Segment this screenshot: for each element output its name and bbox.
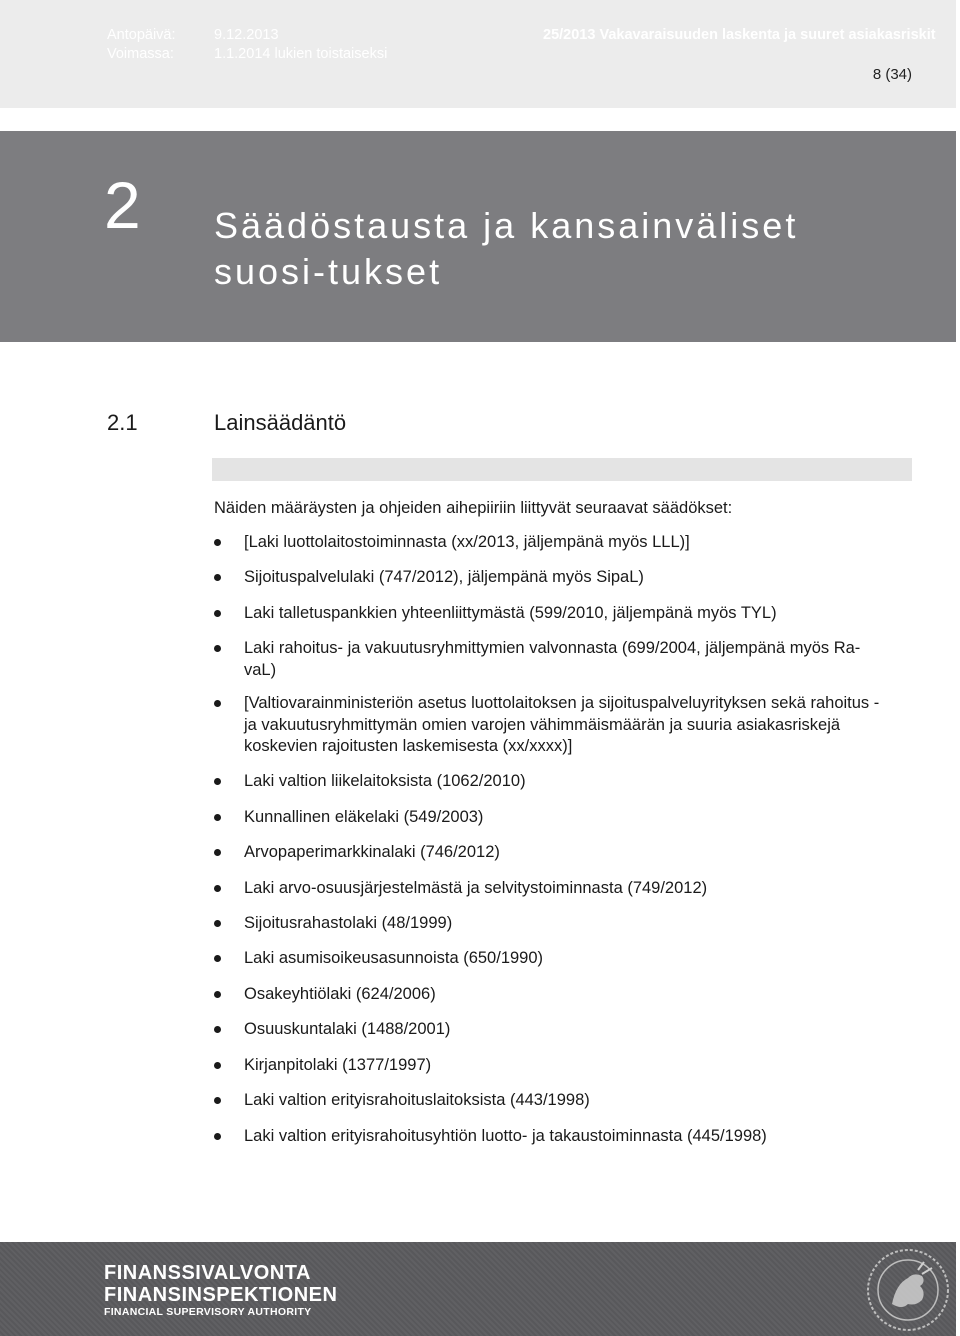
bullet-icon <box>214 1062 221 1069</box>
list-item: Osuuskuntalaki (1488/2001) <box>214 1019 894 1041</box>
bullet-icon <box>214 778 221 785</box>
list-item: Laki valtion erityisrahoitusyhtiön luotto- ja takaustoiminnasta (445/1998) <box>214 1126 894 1148</box>
section-title: Lainsäädäntö <box>214 410 347 435</box>
bullet-icon <box>214 1133 221 1140</box>
lion-crest-icon <box>862 1244 954 1336</box>
list-item: Laki valtion liikelaitoksista (1062/2010) <box>214 771 894 793</box>
section-number: 2.1 <box>107 410 138 435</box>
list-item: Kirjanpitolaki (1377/1997) <box>214 1055 894 1077</box>
list-item: Laki talletuspankkien yhteenliittymästä (599/2010, jäljempänä myös TYL) <box>214 603 894 625</box>
list-item: Kunnallinen eläkelaki (549/2003) <box>214 807 894 829</box>
bullet-icon <box>214 814 221 821</box>
chapter-title: Säädöstausta ja kansainväliset suosi-tukset <box>214 205 799 292</box>
section-divider <box>212 458 912 481</box>
voimassa-label: Voimassa: <box>107 46 174 62</box>
list-item: Arvopaperimarkkinalaki (746/2012) <box>214 842 894 864</box>
list-item: Sijoituspalvelulaki (747/2012), jäljempänä myös SipaL) <box>214 567 894 589</box>
bullet-icon <box>214 955 221 962</box>
bullet-icon <box>214 849 221 856</box>
list-item: Laki asumisoikeusasunnoista (650/1990) <box>214 948 894 970</box>
logo-text-finnish: FINANSSIVALVONTA <box>104 1262 311 1284</box>
logo-text-english: FINANCIAL SUPERVISORY AUTHORITY <box>104 1306 312 1318</box>
bullet-icon <box>214 610 221 617</box>
list-item: Laki rahoitus- ja vakuutusryhmittymien valvonnasta (699/2004, jäljempänä myös Ra-vaL) <box>214 638 874 681</box>
list-item: Sijoitusrahastolaki (48/1999) <box>214 913 894 935</box>
intro-paragraph: Näiden määräysten ja ohjeiden aihepiiriin liittyvät seuraavat säädökset: <box>214 499 733 517</box>
antopaiva-value: 9.12.2013 <box>214 27 279 43</box>
chapter-number: 2 <box>104 168 141 242</box>
bullet-icon <box>214 1097 221 1104</box>
voimassa-value: 1.1.2014 lukien toistaiseksi <box>214 46 388 62</box>
list-item: Laki arvo-osuusjärjestelmästä ja selvitystoiminnasta (749/2012) <box>214 878 894 900</box>
bullet-icon <box>214 885 221 892</box>
logo-text-swedish: FINANSINSPEKTIONEN <box>104 1284 338 1306</box>
bullet-icon <box>214 700 221 707</box>
list-item: Laki valtion erityisrahoituslaitoksista (443/1998) <box>214 1090 894 1112</box>
antopaiva-label: Antopäivä: <box>107 27 176 43</box>
list-item: [Valtiovarainministeriön asetus luottolaitoksen ja sijoituspalveluyrityksen sekä rahoitus - ja vakuutusryhmittymän omien varojen vähimmäismäärän ja suuria asiakasriskejä koskevien rajoitusten laskemisesta (xx/xxxx)] <box>214 693 894 758</box>
bullet-icon <box>214 1026 221 1033</box>
bullet-icon <box>214 991 221 998</box>
document-title: 25/2013 Vakavaraisuuden laskenta ja suuret asiakasriskit <box>543 27 936 43</box>
bullet-icon <box>214 920 221 927</box>
list-item: Osakeyhtiölaki (624/2006) <box>214 984 894 1006</box>
bullet-icon <box>214 645 221 652</box>
bullet-icon <box>214 539 221 546</box>
bullet-icon <box>214 574 221 581</box>
list-item: [Laki luottolaitostoiminnasta (xx/2013, jäljempänä myös LLL)] <box>214 532 894 554</box>
page-number: 8 (34) <box>872 66 912 83</box>
